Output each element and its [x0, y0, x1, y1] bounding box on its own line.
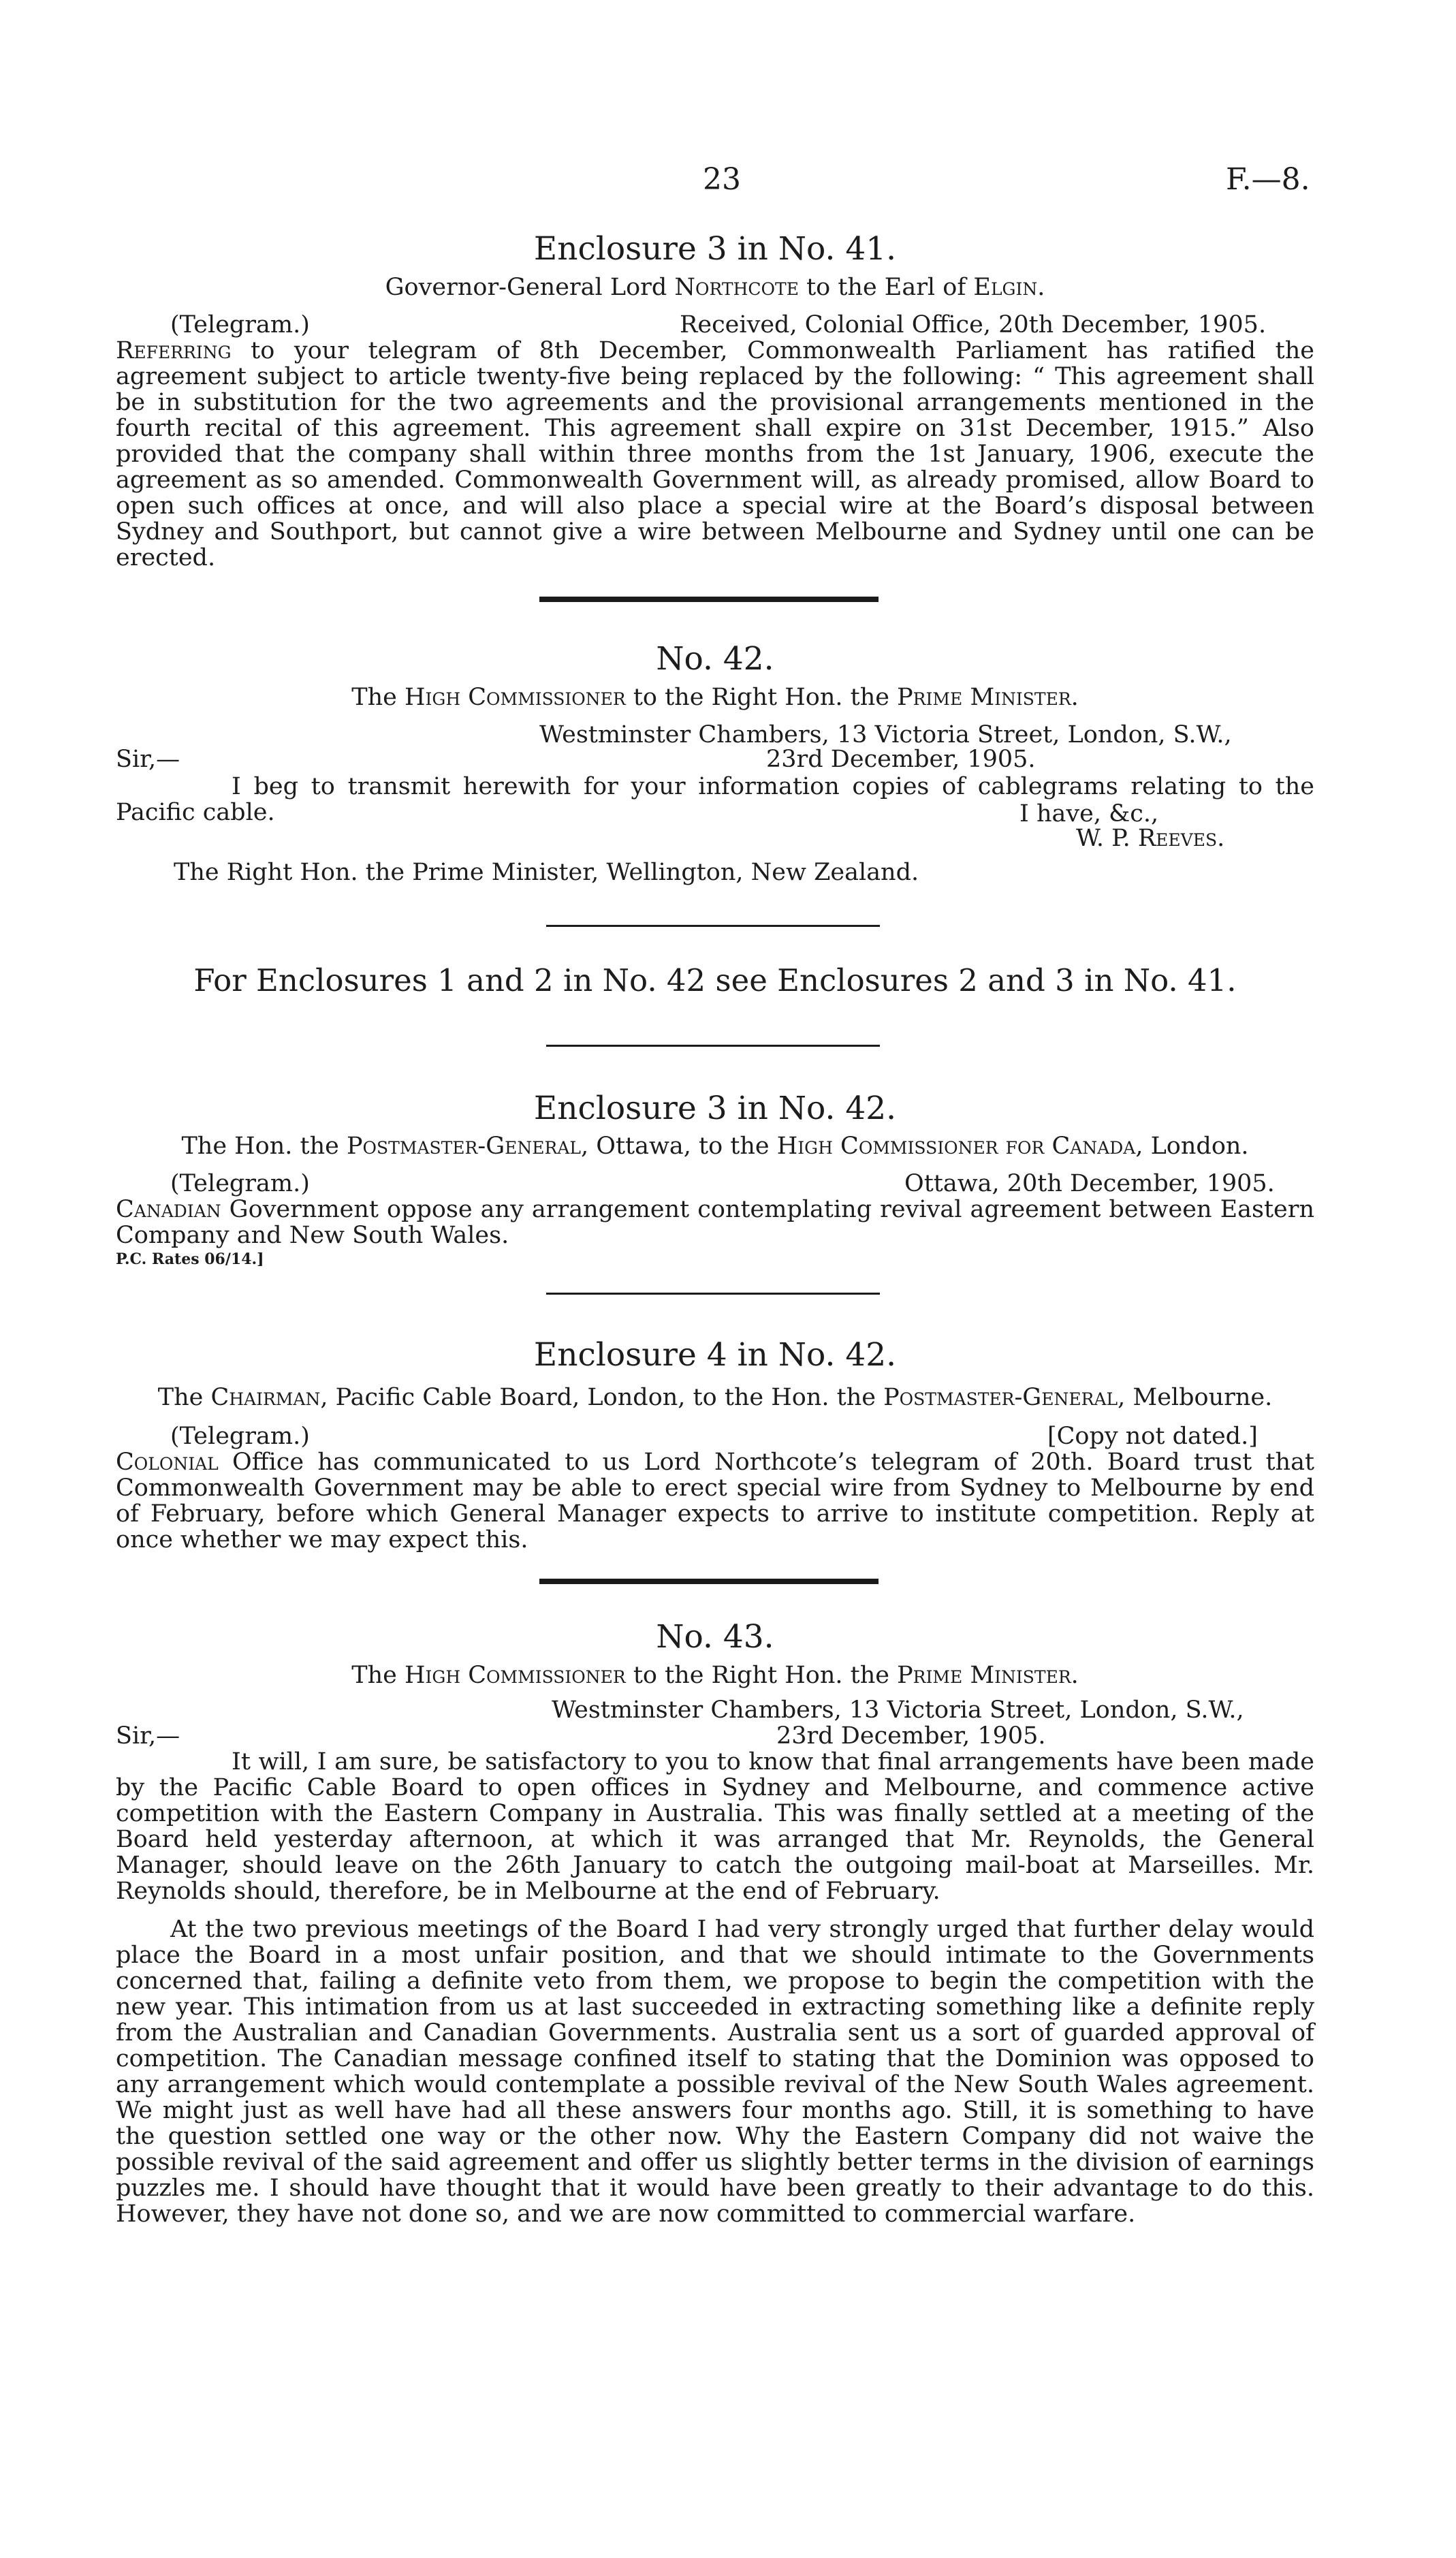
no42-body: I beg to transmit herewith for your information copies of cablegrams relating to the Pacific cable.	[116, 773, 1314, 826]
document-reference: F.—8.	[1226, 162, 1310, 197]
no42-date: 23rd December, 1905.	[766, 746, 1036, 773]
no43-date: 23rd December, 1905.	[776, 1722, 1046, 1750]
no42-signature: W. P. Reeves.	[1076, 825, 1225, 852]
enc3-42-received: Ottawa, 20th December, 1905.	[904, 1170, 1275, 1197]
section-divider	[546, 925, 880, 927]
no42-subtitle: The High Commissioner to the Right Hon. the Prime Minister.	[351, 684, 1079, 711]
enclosures-note: For Enclosures 1 and 2 in No. 42 see Enclosures 2 and 3 in No. 41.	[193, 962, 1237, 998]
no43-paragraph-1: It will, I am sure, be satisfactory to you to know that final arrangements have been made by the Pacific Cable Board to open offices in Sydney and Melbourne, and commence active competition with the Eastern Company in Australia. This was finally settled at a meeting of the Board held yesterday afternoon, at which it was arranged that Mr. Reynolds, the General Manager, should leave on the 26th January to catch the outgoing mail-boat at Marseilles. Mr. Reynolds should, therefore, be in Melbourne at the end of February.	[116, 1748, 1314, 1905]
enc3-41-body: Referring to your telegram of 8th December, Commonwealth Parliament has ratified the agreement subject to article twenty-five being replaced by the following: “ This agreement shall be in substitution for the two agreements and the provisional arrangements mentioned in the fourth recital of this agreement. This agreement shall expire on 31st December, 1915.” Also provided that the company shall within three months from the 1st January, 1906, execute the agreement as so amended. Commonwealth Government will, as already promised, allow Board to open such offices at once, and will also place a special wire at the Board’s disposal between Sydney and Southport, but cannot give a wire between Melbourne and Sydney until one can be erected.	[116, 337, 1314, 571]
no42-title: No. 42.	[656, 640, 774, 678]
enc4-42-subtitle: The Chairman, Pacific Cable Board, London, to the Hon. the Postmaster-General, Melbourne.	[157, 1384, 1273, 1411]
enc3-42-title: Enclosure 3 in No. 42.	[533, 1090, 897, 1127]
section-divider	[539, 1579, 879, 1584]
no43-paragraph-2: At the two previous meetings of the Board I had very strongly urged that further delay would place the Board in a most unfair position, and that we should intimate to the Governments concerned that, failing a definite veto from them, we propose to begin the competition with the new year. This intimation from us at last succeeded in extracting something like a definite reply from the Australian and Canadian Governments. Australia sent us a sort of guarded approval of competition. The Canadian message confined itself to stating that the Dominion was opposed to any arrangement which would contemplate a possible revival of the New South Wales agreement. We might just as well have had all these answers four months ago. Still, it is something to have the question settled one way or the other now. Why the Eastern Company did not waive the possible revival of the said agreement and offer us slightly better terms in the division of earnings puzzles me. I should have thought that it would have been greatly to their advantage to do this. However, they have not done so, and we are now committed to commercial warfare.	[116, 1916, 1314, 2228]
enc3-42-footnote: P.C. Rates 06/14.]	[116, 1250, 264, 1268]
no42-salutation: Sir,—	[116, 746, 180, 773]
section-divider	[546, 1293, 880, 1295]
section-divider	[539, 597, 879, 602]
enc4-42-received: [Copy not dated.]	[1047, 1423, 1258, 1450]
no42-closing: I have, &c.,	[1019, 800, 1159, 827]
enc4-42-title: Enclosure 4 in No. 42.	[533, 1336, 897, 1374]
section-divider	[546, 1045, 880, 1047]
enc3-41-subtitle: Governor-General Lord Northcote to the Earl of Elgin.	[385, 274, 1045, 301]
no42-address: Westminster Chambers, 13 Victoria Street, London, S.W.,	[539, 721, 1232, 748]
enc4-42-telegram-label: (Telegram.)	[170, 1423, 310, 1450]
enc3-41-title: Enclosure 3 in No. 41.	[533, 230, 897, 268]
no43-subtitle: The High Commissioner to the Right Hon. the Prime Minister.	[351, 1662, 1079, 1689]
enc4-42-body: Colonial Office has communicated to us Lord Northcote’s telegram of 20th. Board trust that Commonwealth Government may be able to erect special wire from Sydney to Melbourne by end of February, before which General Manager expects to arrive to institute competition. Reply at once whether we may expect this.	[116, 1449, 1314, 1553]
enc3-42-subtitle: The Hon. the Postmaster-General, Ottawa, to the High Commissioner for Canada, London.	[181, 1133, 1249, 1160]
enc3-41-received: Received, Colonial Office, 20th December, 1905.	[680, 311, 1267, 338]
enc3-42-telegram-label: (Telegram.)	[170, 1170, 310, 1197]
no42-addressee: The Right Hon. the Prime Minister, Wellington, New Zealand.	[174, 859, 919, 886]
no43-title: No. 43.	[656, 1618, 774, 1656]
page-number: 23	[703, 162, 741, 197]
enc3-41-telegram-label: (Telegram.)	[170, 311, 310, 338]
enc3-42-body: Canadian Government oppose any arrangement contemplating revival agreement between Eastern Company and New South Wales.	[116, 1196, 1314, 1249]
no43-address: Westminster Chambers, 13 Victoria Street, London, S.W.,	[552, 1696, 1244, 1724]
no43-salutation: Sir,—	[116, 1722, 180, 1750]
